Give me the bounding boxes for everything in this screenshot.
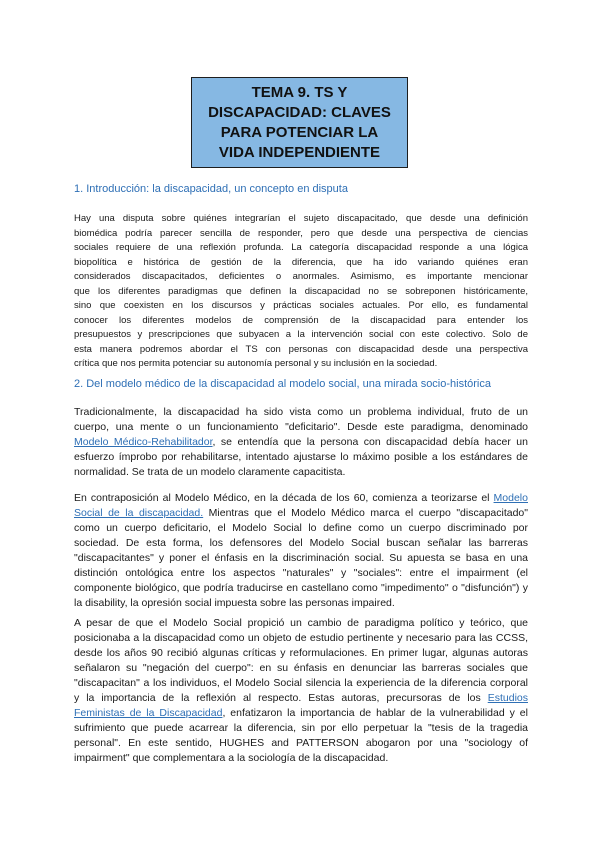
paragraph-line: considerados discapacitados, deficientes o anormales. Asimismo, es importante mencionar bbox=[74, 271, 528, 282]
paragraph-line: posicionaba a la discapacidad como un objeto de estudio pertinente y necesario para las CCSS, bbox=[74, 632, 528, 644]
paragraph-line: crítica que nos permita potenciar su autonomía personal y su inclusión en la sociedad. bbox=[74, 358, 438, 369]
paragraph-line: sino que coexisten en los discursos y prácticas sociales actuales. Por ello, es fundamental bbox=[74, 300, 528, 311]
link-estudios-feministas[interactable]: Estudios bbox=[487, 692, 528, 704]
section2-paragraph-2 bbox=[74, 491, 528, 611]
paragraph-line: distinción ontológica entre los aspectos "naturales" y "sociales": entre el impairment (el bbox=[74, 567, 528, 579]
paragraph-line: cuerpo, una mente o un funcionamiento "deficitario". Desde este paradigma, denominado bbox=[74, 421, 528, 433]
section1-heading: 1. Introducción: la discapacidad, un concepto en disputa bbox=[74, 183, 348, 195]
paragraph-line: componente biológico, que podría traducirse en castellano como "impedimento" o "disfunción") y bbox=[74, 582, 528, 594]
paragraph-line: presupuestos y prescripciones que subyacen a la intervención social con este colectivo. Solo de bbox=[74, 329, 528, 340]
paragraph-line: A pesar de que el Modelo Social propició un cambio de paradigma político y teórico, que bbox=[74, 617, 528, 629]
section2-paragraph-3 bbox=[74, 616, 528, 766]
paragraph-line: la disability, la opresión social impuesta sobre las personas impaired. bbox=[74, 597, 395, 609]
section1-paragraph bbox=[74, 212, 528, 372]
paragraph-line: biomédica podría parecer sencilla de responder, pero que desde una perspectiva de ciencias bbox=[74, 227, 528, 239]
text-run: , se entendía que la persona con discapacidad debía hacer un bbox=[212, 436, 528, 448]
paragraph-line: biopolítica e histórica de gestión de la diferencia, que ha ido variando quiénes eran bbox=[74, 256, 528, 268]
paragraph-line: sufrimiento que puede acarrear la diferencia, sin por ello perpetuar la "tesis de la tragedia bbox=[74, 722, 528, 734]
text-run: En contraposición al Modelo Médico, en la década de los 60, comienza a teorizarse el bbox=[74, 492, 494, 504]
paragraph-line bbox=[74, 706, 528, 721]
paragraph-line bbox=[74, 506, 528, 521]
section2-heading: 2. Del modelo médico de la discapacidad al modelo social, una mirada socio-histórica bbox=[74, 378, 491, 390]
section2-paragraph-1 bbox=[74, 405, 528, 480]
paragraph-line: sociedad. De esta forma, los defensores del Modelo Social buscan señalar las barreras bbox=[74, 537, 528, 549]
title-box bbox=[191, 77, 408, 168]
link-modelo-social-cont[interactable]: Social de la discapacidad. bbox=[74, 507, 204, 519]
paragraph-line: personal". En este sentido, HUGHES and PATTERSON abogaron por una "sociology of bbox=[74, 737, 528, 749]
paragraph-line: "discapacitan" a los individuos, el Modelo Social silencia la experiencia de la diferencia corporal bbox=[74, 677, 528, 689]
paragraph-line: impairment" que complementara a la sociología de la discapacidad. bbox=[74, 752, 389, 764]
paragraph-line: como un cuerpo deficitario, el Modelo Social lo define como un cuerpo discriminado por bbox=[74, 522, 528, 534]
title-line: PARA POTENCIAR LA bbox=[220, 123, 379, 141]
paragraph-line bbox=[74, 435, 528, 450]
paragraph-line: conocer los diferentes modelos de comprensión de la discapacidad para entender los bbox=[74, 314, 528, 326]
paragraph-line: esta manera podremos abordar el TS con personas con discapacidad desde una perspectiva bbox=[74, 343, 528, 355]
paragraph-line: Hay una disputa sobre quiénes integrarían el sujeto discapacitado, que desde una definición bbox=[74, 213, 528, 224]
link-estudios-feministas-cont[interactable]: Feministas de la Discapacidad bbox=[74, 707, 223, 719]
link-modelo-medico-rehabilitador[interactable]: Modelo Médico-Rehabilitador bbox=[74, 436, 213, 448]
paragraph-line bbox=[74, 691, 528, 706]
paragraph-line: "discapacitantes" y poner el énfasis en la discriminación social. Su apuesta se basa en una bbox=[74, 552, 528, 564]
text-run: , enfatizaron la importancia de hablar de la vulnerabilidad y el bbox=[222, 707, 528, 719]
paragraph-line: normalidad. Se trata de un modelo claramente capacitista. bbox=[74, 466, 346, 478]
paragraph-line: desde los años 90 recibió algunas críticas y reformulaciones. En primer lugar, algunas autoras bbox=[74, 647, 528, 659]
text-run: y la importancia de la reflexión al respecto. Estas autoras, precursoras de los bbox=[74, 692, 488, 704]
title-line: DISCAPACIDAD: CLAVES bbox=[208, 103, 391, 121]
title-line: VIDA INDEPENDIENTE bbox=[218, 143, 381, 161]
paragraph-line: señalaron su "negación del cuerpo": en su énfasis en denunciar las barreras sociales que bbox=[74, 662, 528, 674]
paragraph-line bbox=[74, 491, 528, 506]
paragraph-line: Tradicionalmente, la discapacidad ha sido vista como un problema individual, fruto de un bbox=[74, 406, 528, 418]
title-line: TEMA 9. TS Y bbox=[251, 83, 348, 101]
paragraph-line: que los diferentes paradigmas que definen la discapacidad no se sobreponen históricamente, bbox=[74, 285, 528, 297]
paragraph-line: esfuerzo ímprobo por rehabilitarse, intentado ajustarse lo máximo posible a los estándares de bbox=[74, 451, 528, 463]
paragraph-line: sociales requiere de una reflexión profunda. La categoría discapacidad responde a una lógica bbox=[74, 242, 528, 253]
link-modelo-social[interactable]: Modelo bbox=[493, 492, 528, 504]
text-run: Mientras que el Modelo Médico marca el cuerpo "discapacitado" bbox=[203, 507, 528, 519]
